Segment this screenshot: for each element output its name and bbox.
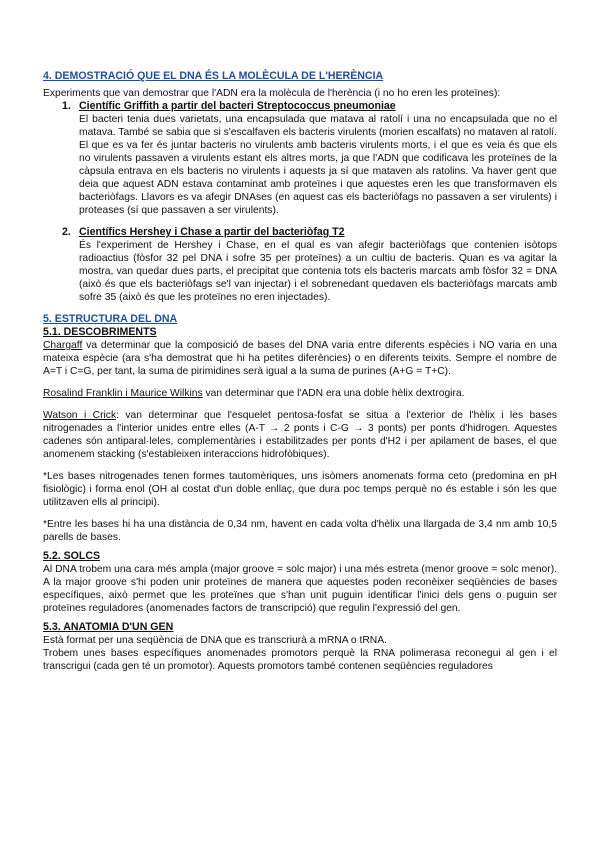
franklin-paragraph bbox=[43, 387, 557, 400]
experiment-description: És l'experiment de Hershey i Chase, en el qual es van afegir bacteriòfags que contenien isòtops radioactius (fòsfor 32 pel DNA i sofre 35 per proteïnes) a un cultiu de bacteris. Quan es va agitar la mostra, van quedar dues parts, el precipitat que contenia tots els bacteris marcats amb fòsfor 32 = DNA (això és que els bacteriòfags se'l van injectar) i el sobrenedant quedaven els bacteriòfags marcats amb sofre 35 (això és que les proteïnes no eren injectades). bbox=[79, 240, 557, 303]
grooves-paragraph: Al DNA trobem una cara més ampla (major groove = solc major) i una més estreta (menor groove = solc menor). A la major groove s'hi poden unir proteïnes de manera que aquestes poden reconèixer seqüències de bases específiques, això permet que les proteïnes que s'han unit puguin identificar l'inici dels gens o puguin ser proteïnes reguladores (anomenades factors de transcripció) que regulin l'expressió del gen. bbox=[43, 564, 557, 614]
gene-paragraph-1: Està format per una seqüència de DNA que es transcriurà a mRNA o tRNA. bbox=[43, 635, 387, 646]
experiment-title-text: Científic Griffith a partir del bacteri Streptococcus pneumoniae bbox=[79, 100, 396, 112]
section-4-title: 4. DEMOSTRACIÓ QUE EL DNA ÉS LA MOLÈCULA DE L'HERÈNCIA bbox=[43, 70, 384, 82]
document-page bbox=[43, 70, 557, 673]
subsection-5-2-title: 5.2. SOLCS bbox=[43, 550, 101, 562]
distance-note: *Entre les bases hi ha una distància de 0,34 nm, havent en cada volta d'hèlix una llargada de 3,4 nm amb 10,5 parells de bases. bbox=[43, 519, 557, 543]
experiment-title-text: Científics Hershey i Chase a partir del bacteriòfag T2 bbox=[79, 226, 345, 238]
list-number: 2. bbox=[62, 226, 71, 238]
gene-paragraph-2: Trobem unes bases específiques anomenades promotors perquè la RNA polimerasa reconegui al gen i el transcrigui (cada gen té un promotor). Aquests promotors també contenen seqüències reguladores bbox=[43, 648, 557, 672]
scientist-name: Watson i Crick bbox=[43, 410, 117, 421]
scientist-name: Chargaff bbox=[43, 340, 83, 351]
experiment-description: El bacteri tenia dues varietats, una encapsulada que matava al ratolí i una no encapsulada que no el matava. També se sabia que si s'escalfaven els bacteris virulents (morien escalfats) no mataven al ratolí. El que es va fer és juntar bacteris no virulents amb bacteris virulents morts, i el que es veia és que els no virulents passaven a virulents estant els altres morts, ja que l'ADN que codificava les proteïnes de la càpsula entrava en els bacteris no virulents i aquests ja sí que mataven als ratolins. Va haver gent que deia que aquest ADN estava contaminat amb proteïnes i que aquestes eren les que transformaven els bacteriòfags. Llavors es va afegir DNAses (en aquest cas els bacteriòfags no passaven a ser virulents) i proteases (sí que passaven a ser virulents). bbox=[79, 114, 557, 216]
watson-crick-paragraph bbox=[43, 409, 557, 461]
subsection-5-3-title: 5.3. ANATOMIA D'UN GEN bbox=[43, 621, 174, 633]
tautomer-note: *Les bases nitrogenades tenen formes tautomèriques, uns isòmers anomenats forma ceto (predomina en pH fisiològic) i forma enol (OH al costat d'un doble enllaç, que dura poc temps perquè no és estable i són les que utilitzaven ells al principi). bbox=[43, 471, 557, 508]
paragraph-text: : van determinar que l'esquelet pentosa-fosfat se situa a l'exterior de l'hèlix i les bases nitrogenades a l'interior unides entre elles (A-T → 2 ponts i C-G → 3 ponts) per ponts d'hidrogen. Aquestes cadenes són antiparal·leles, complementàries i estabilitzades per ponts d'H2 i per apilament de bases, el que anomenem stacking (s'estableixen interaccions hidrofòbiques). bbox=[43, 410, 557, 460]
scientist-name: Rosalind Franklin i Maurice Wilkins bbox=[43, 388, 203, 399]
experiment-title bbox=[62, 226, 557, 239]
list-number: 1. bbox=[62, 100, 71, 112]
chargaff-paragraph bbox=[43, 339, 557, 378]
paragraph-text: van determinar que l'ADN era una doble hèlix dextrogira. bbox=[202, 388, 465, 399]
experiment-item bbox=[62, 226, 557, 304]
experiment-item bbox=[62, 100, 557, 217]
experiment-list bbox=[62, 100, 557, 304]
section-4-intro: Experiments que van demostrar que l'ADN era la molècula de l'herència (i no ho eren les proteïnes): bbox=[43, 88, 501, 99]
subsection-5-1-title: 5.1. DESCOBRIMENTS bbox=[43, 326, 157, 338]
section-5-title: 5. ESTRUCTURA DEL DNA bbox=[43, 313, 178, 325]
experiment-title bbox=[62, 100, 557, 113]
paragraph-text: va determinar que la composició de bases del DNA varia entre diferents espècies i NO varia en una mateixa espècie (ara s'ha demostrat que hi ha petites diferències) o en diferents teixits. Sempre el nombre de A=T i C=G, per tant, la suma de pirimidines serà igual a la suma de purines (A+G = T+C). bbox=[43, 340, 557, 377]
